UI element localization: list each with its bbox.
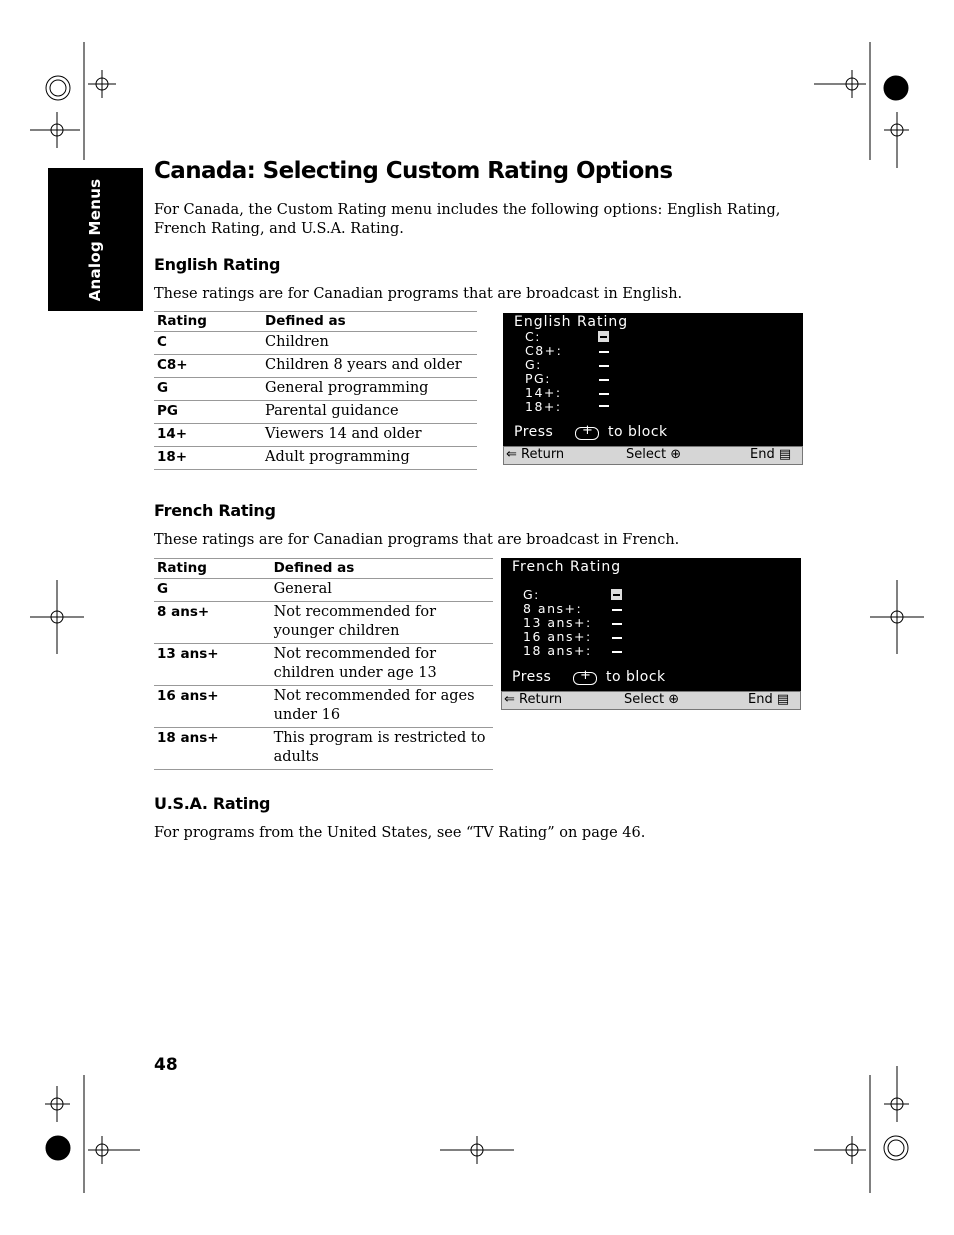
english-rating-table (154, 311, 477, 470)
rating-definition: General (271, 579, 493, 602)
menu-item[interactable]: G: (523, 587, 540, 602)
table-row (154, 644, 493, 686)
menu-item[interactable]: 14+: (525, 385, 562, 400)
table-row (154, 332, 477, 355)
table-row (154, 401, 477, 424)
table-row (154, 424, 477, 447)
menu-item[interactable]: 8 ans+: (523, 601, 583, 616)
return-button[interactable]: ⇐ Return (506, 447, 565, 462)
rating-code: 16 ans+ (154, 686, 271, 728)
english-rating-screen (503, 313, 803, 446)
col-rating-header: Rating (154, 559, 271, 579)
menu-item[interactable]: C: (525, 329, 541, 344)
menu-item[interactable]: 18+: (525, 399, 562, 414)
french-rating-heading: French Rating (154, 501, 276, 520)
french-rating-table (154, 558, 493, 770)
select-button[interactable]: Select ⊕ (624, 692, 680, 707)
unblocked-dash[interactable] (599, 351, 609, 353)
unblocked-dash[interactable] (612, 651, 622, 653)
intro-text: For Canada, the Custom Rating menu includes the following options: English Rating, French Rating, and U.S.A. Rating. (154, 202, 781, 237)
page-number: 48 (154, 1055, 178, 1075)
col-defined-header: Defined as (262, 312, 477, 332)
return-label: Return (521, 447, 565, 462)
rating-definition: Adult programming (262, 447, 477, 470)
rating-code: C (154, 332, 262, 355)
menu-item[interactable]: 13 ans+: (523, 615, 592, 630)
english-screen-nav-bar (503, 446, 803, 465)
return-button[interactable]: ⇐ Return (504, 692, 563, 707)
screen-title: French Rating (512, 559, 622, 575)
table-header-row (154, 312, 477, 332)
english-rating-heading: English Rating (154, 255, 281, 274)
rating-definition: This program is restricted to adults (271, 728, 493, 770)
rating-definition: Children 8 years and older (262, 355, 477, 378)
menu-item[interactable]: PG: (525, 371, 551, 386)
rating-definition: General programming (262, 378, 477, 401)
rating-definition: Not recommended for ages under 16 (271, 686, 493, 728)
table-row (154, 378, 477, 401)
rating-definition: Parental guidance (262, 401, 477, 424)
end-label: End (750, 447, 775, 462)
joystick-icon (573, 672, 597, 685)
unblocked-dash[interactable] (612, 609, 622, 611)
french-rating-screen (501, 558, 801, 691)
page-title: Canada: Selecting Custom Rating Options (154, 158, 673, 184)
screen-title: English Rating (514, 314, 629, 330)
end-label: End (748, 692, 773, 707)
rating-code: 13 ans+ (154, 644, 271, 686)
table-row (154, 579, 493, 602)
selected-toggle[interactable] (611, 589, 622, 600)
rating-code: C8+ (154, 355, 262, 378)
table-header-row (154, 559, 493, 579)
unblocked-dash[interactable] (612, 623, 622, 625)
unblocked-dash[interactable] (599, 379, 609, 381)
selected-toggle[interactable] (598, 331, 609, 342)
joystick-icon (575, 427, 599, 440)
rating-definition: Not recommended for younger children (271, 602, 493, 644)
rating-definition: Children (262, 332, 477, 355)
select-label: Select (626, 447, 667, 462)
col-rating-header: Rating (154, 312, 262, 332)
menu-item[interactable]: G: (525, 357, 542, 372)
rating-code: PG (154, 401, 262, 424)
table-row (154, 728, 493, 770)
rating-code: G (154, 579, 271, 602)
unblocked-dash[interactable] (612, 637, 622, 639)
select-label: Select (624, 692, 665, 707)
end-button[interactable]: End ▤ (748, 692, 790, 707)
english-rating-desc: These ratings are for Canadian programs that are broadcast in English. (154, 286, 683, 302)
unblocked-dash[interactable] (599, 405, 609, 407)
to-block-label: to block (608, 424, 668, 440)
rating-code: G (154, 378, 262, 401)
usa-rating-desc: For programs from the United States, see “TV Rating” on page 46. (154, 825, 646, 841)
table-row (154, 602, 493, 644)
table-row (154, 447, 477, 470)
menu-item[interactable]: 18 ans+: (523, 643, 592, 658)
select-button[interactable]: Select ⊕ (626, 447, 682, 462)
col-defined-header: Defined as (271, 559, 493, 579)
table-row (154, 355, 477, 378)
rating-code: 8 ans+ (154, 602, 271, 644)
rating-code: 18 ans+ (154, 728, 271, 770)
to-block-label: to block (606, 669, 666, 685)
press-label: Press (512, 669, 552, 685)
rating-code: 18+ (154, 447, 262, 470)
unblocked-dash[interactable] (599, 393, 609, 395)
press-label: Press (514, 424, 554, 440)
usa-rating-heading: U.S.A. Rating (154, 794, 271, 813)
rating-code: 14+ (154, 424, 262, 447)
french-screen-nav-bar (501, 691, 801, 710)
french-rating-desc: These ratings are for Canadian programs that are broadcast in French. (154, 532, 680, 548)
section-tab-label: Analog Menus (86, 178, 104, 302)
rating-definition: Viewers 14 and older (262, 424, 477, 447)
return-label: Return (519, 692, 563, 707)
section-tab (48, 168, 143, 311)
unblocked-dash[interactable] (599, 365, 609, 367)
menu-item[interactable]: 16 ans+: (523, 629, 592, 644)
menu-item[interactable]: C8+: (525, 343, 563, 358)
rating-definition: Not recommended for children under age 13 (271, 644, 493, 686)
end-button[interactable]: End ▤ (750, 447, 792, 462)
table-row (154, 686, 493, 728)
